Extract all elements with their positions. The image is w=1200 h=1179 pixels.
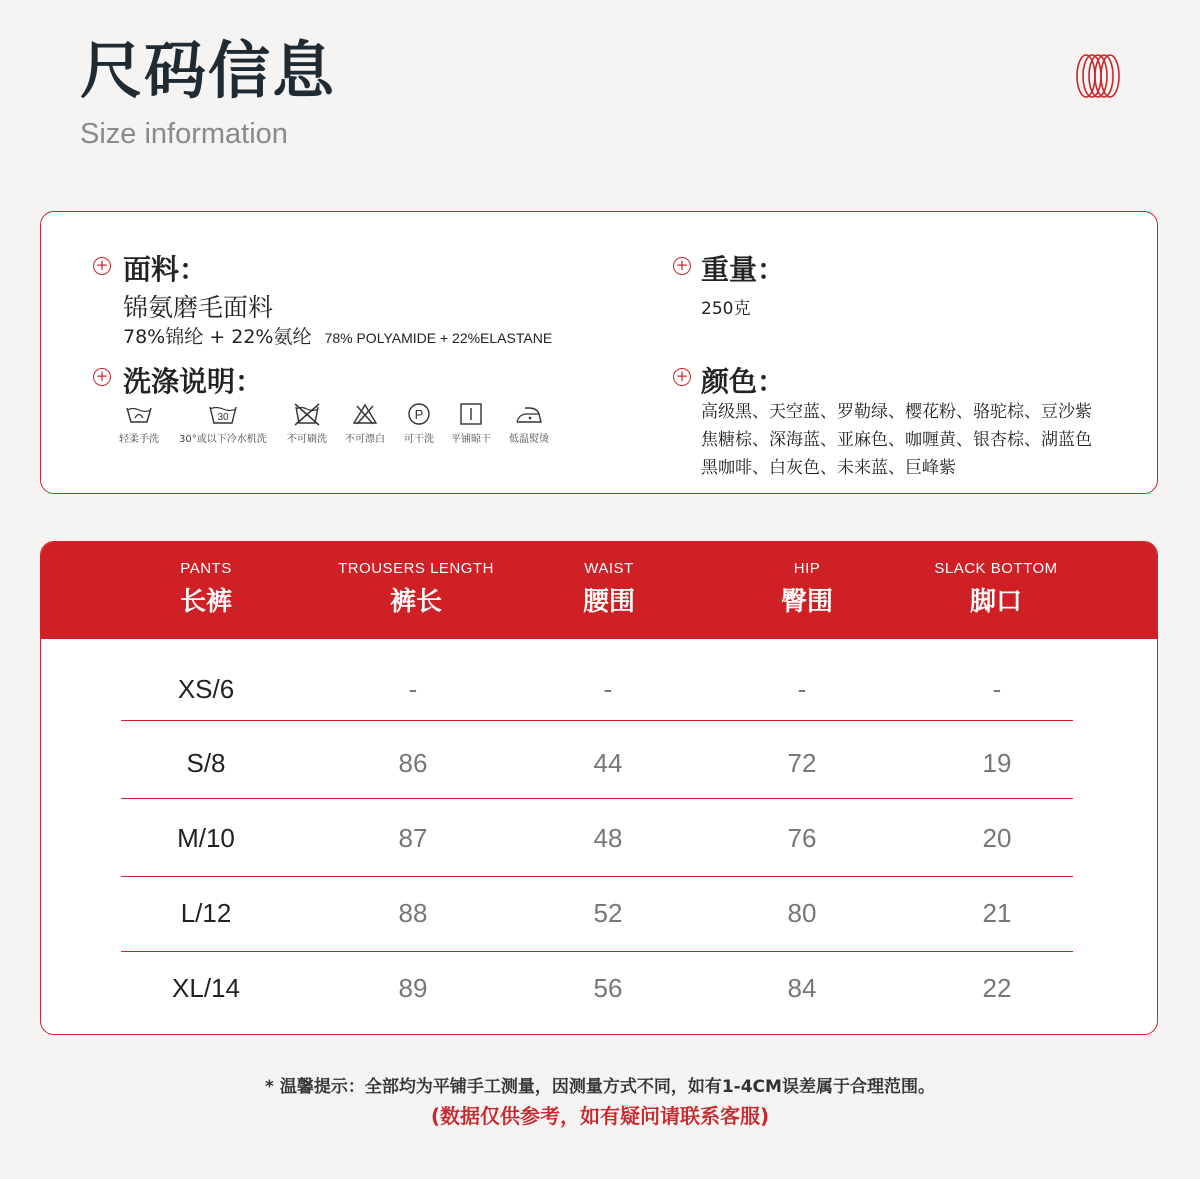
- plus-circle-icon: +: [673, 257, 691, 275]
- table-cell: 20: [982, 823, 1012, 853]
- row-divider: [121, 876, 1073, 877]
- table-cell: 52: [593, 898, 623, 928]
- size-table: [40, 541, 1158, 1035]
- fabric-composition-zh: 78%锦纶 + 22%氨纶: [123, 326, 312, 348]
- disclaimer-note: (数据仅供参考，如有疑问请联系客服): [430, 1104, 770, 1128]
- wash-label: 洗涤说明：: [123, 365, 264, 398]
- wash-label-text: 可干洗: [404, 434, 434, 445]
- table-cell: 21: [982, 898, 1012, 928]
- table-cell: 72: [787, 748, 817, 778]
- wash-label-text: 平铺晾干: [451, 434, 491, 445]
- wash-item: [509, 402, 549, 445]
- table-cell: 44: [593, 748, 623, 778]
- color-line: 黑咖啡、白灰色、未来蓝、巨峰紫: [701, 458, 956, 478]
- column-header: [707, 560, 907, 618]
- table-cell: 56: [593, 973, 623, 1003]
- weight-value: 250克: [701, 299, 751, 319]
- column-header-en: TROUSERS LENGTH: [338, 560, 494, 577]
- table-cell: 89: [398, 973, 428, 1003]
- table-cell: 86: [398, 748, 428, 778]
- dry-clean-p-icon: [403, 402, 435, 426]
- wash-30-glyph: 30: [217, 412, 229, 423]
- wash-label-text: 不可刷洗: [287, 434, 327, 445]
- weight-label: 重量：: [701, 253, 786, 286]
- plus-circle-icon: +: [673, 368, 691, 386]
- table-cell: 88: [398, 898, 428, 928]
- wash-label-text: 低温熨烫: [509, 434, 549, 445]
- color-line: 焦糖棕、深海蓝、亚麻色、咖喱黄、银杏棕、湖蓝色: [701, 430, 1092, 450]
- table-cell: XS/6: [177, 674, 235, 704]
- wash-item: [287, 402, 327, 445]
- wash-item: [403, 402, 435, 445]
- table-cell: L/12: [180, 898, 232, 928]
- column-header-zh: 脚口: [969, 587, 1022, 617]
- hand-wash-icon: [123, 402, 155, 426]
- wash-item: [119, 402, 159, 445]
- column-header-en: WAIST: [584, 560, 634, 577]
- column-header-en: PANTS: [180, 560, 232, 577]
- wash-30-icon: [207, 402, 239, 426]
- flat-dry-icon: [455, 402, 487, 426]
- table-cell: -: [408, 674, 418, 704]
- rings-logo-icon: [1074, 52, 1122, 100]
- fabric-composition-en: 78% POLYAMIDE + 22%ELASTANE: [324, 330, 553, 346]
- column-header-zh: 长裤: [179, 587, 232, 617]
- table-cell: -: [797, 674, 807, 704]
- column-header-en: SLACK BOTTOM: [934, 560, 1058, 577]
- page-subtitle: Size information: [80, 118, 288, 150]
- wash-label-text: 30°或以下冷水机洗: [179, 434, 267, 445]
- table-cell: 48: [593, 823, 623, 853]
- no-bleach-icon: [349, 402, 381, 426]
- measurement-note: * 温馨提示：全部均为平铺手工测量，因测量方式不同，如有1-4CM误差属于合理范围。: [265, 1077, 935, 1097]
- color-line: 高级黑、天空蓝、罗勒绿、樱花粉、骆驼棕、豆沙紫: [701, 402, 1092, 422]
- row-divider: [121, 720, 1073, 721]
- table-cell: 76: [787, 823, 817, 853]
- color-list: [701, 398, 1141, 482]
- wash-label-text: 轻柔手洗: [119, 434, 159, 445]
- column-header: [509, 560, 709, 618]
- table-cell: -: [992, 674, 1002, 704]
- product-info-card: [40, 211, 1158, 494]
- wash-label-text: 不可漂白: [345, 434, 385, 445]
- table-cell: M/10: [177, 823, 235, 853]
- column-header: [106, 560, 306, 618]
- table-cell: 84: [787, 973, 817, 1003]
- column-header-zh: 腰围: [582, 587, 635, 617]
- table-cell: 19: [982, 748, 1012, 778]
- row-divider: [121, 951, 1073, 952]
- page-title: 尺码信息: [80, 34, 337, 107]
- wash-item: [179, 402, 267, 445]
- plus-circle-icon: +: [93, 257, 111, 275]
- wash-item: [451, 402, 491, 445]
- fabric-name: 锦氨磨毛面料: [123, 293, 274, 322]
- table-cell: 22: [982, 973, 1012, 1003]
- fabric-composition: [123, 322, 552, 349]
- table-cell: 80: [787, 898, 817, 928]
- color-label: 颜色：: [701, 365, 786, 398]
- fabric-label: 面料：: [123, 253, 208, 286]
- column-header-zh: 裤长: [389, 587, 442, 617]
- column-header: [316, 560, 516, 618]
- column-header-en: HIP: [793, 560, 821, 577]
- column-header-zh: 臀围: [780, 587, 833, 617]
- column-header: [896, 560, 1096, 618]
- row-divider: [121, 798, 1073, 799]
- table-cell: XL/14: [172, 973, 240, 1003]
- low-iron-icon: [513, 402, 545, 426]
- table-cell: 87: [398, 823, 428, 853]
- table-cell: -: [603, 674, 613, 704]
- dry-clean-glyph: P: [414, 407, 424, 422]
- table-cell: S/8: [186, 748, 226, 778]
- plus-circle-icon: +: [93, 368, 111, 386]
- wash-item: [345, 402, 385, 445]
- no-brush-icon: [291, 402, 323, 426]
- table-header: [41, 542, 1157, 639]
